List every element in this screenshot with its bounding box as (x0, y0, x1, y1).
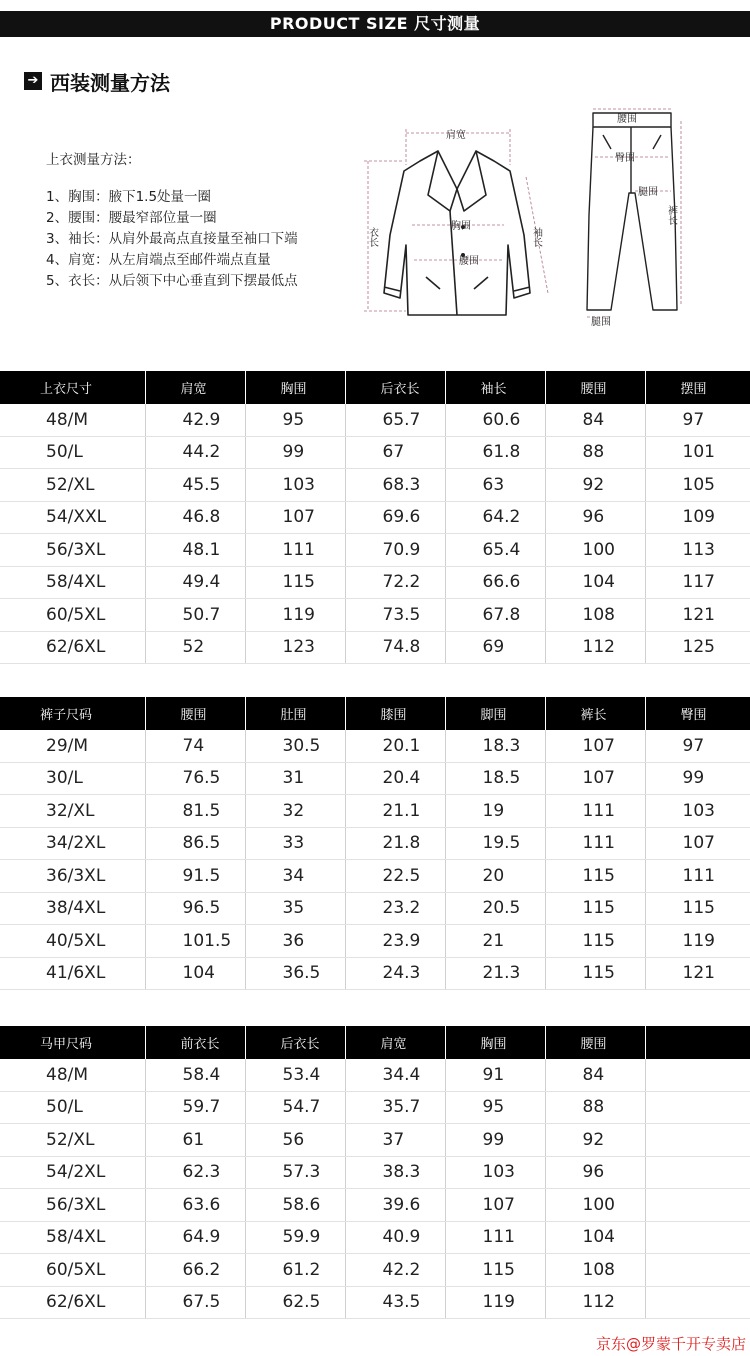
table-row (0, 436, 750, 469)
measurement-cell: 104 (545, 566, 645, 599)
column-header: 脚围 (445, 697, 545, 730)
measurement-cell: 95 (445, 1091, 545, 1124)
measurement-cell: 37 (345, 1124, 445, 1157)
measurement-cell: 74 (145, 730, 245, 762)
measurement-cell: 108 (545, 1254, 645, 1287)
size-cell: 56/3XL (0, 1189, 145, 1222)
measurement-cell: 62.5 (245, 1286, 345, 1319)
measurement-cell: 67.5 (145, 1286, 245, 1319)
measurement-cell: 101 (645, 436, 750, 469)
measurement-cell: 18.5 (445, 762, 545, 795)
measurement-cell: 109 (645, 501, 750, 534)
measurement-cell: 56 (245, 1124, 345, 1157)
measurement-cell: 42.9 (145, 404, 245, 436)
table-row (0, 730, 750, 762)
measurement-cell: 100 (545, 1189, 645, 1222)
column-header: 裤长 (545, 697, 645, 730)
section-title: 西装测量方法 (50, 70, 170, 95)
instruction-step: 3、袖长：从肩外最高点直接量至袖口下端 (46, 231, 298, 247)
measurement-cell: 119 (445, 1286, 545, 1319)
measurement-cell (645, 1124, 750, 1157)
measurement-cell: 86.5 (145, 827, 245, 860)
measurement-cell: 63 (445, 469, 545, 502)
pants-length-label: 裤长 (665, 205, 677, 225)
measurement-cell: 108 (545, 599, 645, 632)
measurement-cell: 107 (445, 1189, 545, 1222)
measurement-cell: 58.4 (145, 1059, 245, 1091)
size-cell: 41/6XL (0, 957, 145, 990)
measurement-cell: 84 (545, 1059, 645, 1091)
measurement-cell: 35.7 (345, 1091, 445, 1124)
measurement-cell: 67 (345, 436, 445, 469)
column-header: 前衣长 (145, 1026, 245, 1059)
store-watermark: 京东@罗蒙千开专卖店 (595, 1335, 746, 1353)
column-header: 后衣长 (345, 371, 445, 404)
measurement-cell (645, 1221, 750, 1254)
measurement-cell: 34.4 (345, 1059, 445, 1091)
measurement-cell: 66.2 (145, 1254, 245, 1287)
measurement-cell: 115 (445, 1254, 545, 1287)
measurement-cell: 117 (645, 566, 750, 599)
measurement-cell: 111 (645, 860, 750, 893)
measurement-cell: 115 (245, 566, 345, 599)
measurement-cell: 19.5 (445, 827, 545, 860)
measurement-cell: 20.5 (445, 892, 545, 925)
table-row (0, 501, 750, 534)
instruction-step: 5、衣长：从后领下中心垂直到下摆最低点 (46, 273, 298, 289)
measurement-cell: 39.6 (345, 1189, 445, 1222)
measurement-cell: 97 (645, 730, 750, 762)
size-cell: 38/4XL (0, 892, 145, 925)
measurement-cell: 99 (245, 436, 345, 469)
measurement-cell: 43.5 (345, 1286, 445, 1319)
table-row (0, 1124, 750, 1157)
size-cell: 30/L (0, 762, 145, 795)
jacket-size-table (0, 371, 750, 664)
measurement-cell: 73.5 (345, 599, 445, 632)
measurement-cell: 61 (145, 1124, 245, 1157)
measurement-cell: 112 (545, 1286, 645, 1319)
table-row (0, 762, 750, 795)
jacket-shoulder-label: 肩宽 (446, 130, 466, 141)
size-cell: 54/XXL (0, 501, 145, 534)
measurement-cell: 115 (545, 892, 645, 925)
size-cell: 36/3XL (0, 860, 145, 893)
measurement-cell: 81.5 (145, 795, 245, 828)
measurement-cell (645, 1286, 750, 1319)
measurement-cell: 32 (245, 795, 345, 828)
measurement-cell: 65.4 (445, 534, 545, 567)
measurement-cell: 46.8 (145, 501, 245, 534)
measurement-cell: 64.9 (145, 1221, 245, 1254)
jacket-diagram (360, 115, 560, 325)
column-header: 腰围 (545, 1026, 645, 1059)
table-row (0, 827, 750, 860)
measurement-cell: 91.5 (145, 860, 245, 893)
table-row (0, 599, 750, 632)
measurement-cell: 115 (645, 892, 750, 925)
size-cell: 32/XL (0, 795, 145, 828)
measurement-cell: 23.9 (345, 925, 445, 958)
table-row (0, 1254, 750, 1287)
column-header: 胸围 (445, 1026, 545, 1059)
column-header: 臀围 (645, 697, 750, 730)
measurement-cell: 21.8 (345, 827, 445, 860)
measurement-cell: 21.3 (445, 957, 545, 990)
size-cell: 48/M (0, 404, 145, 436)
measurement-cell: 64.2 (445, 501, 545, 534)
column-header: 后衣长 (245, 1026, 345, 1059)
table-row (0, 1189, 750, 1222)
measurement-cell: 38.3 (345, 1156, 445, 1189)
size-cell: 54/2XL (0, 1156, 145, 1189)
measurement-cell: 66.6 (445, 566, 545, 599)
instruction-step: 2、腰围：腰最窄部位量一圈 (46, 210, 217, 226)
table-header-row (0, 371, 750, 404)
size-cell: 52/XL (0, 1124, 145, 1157)
measurement-cell: 33 (245, 827, 345, 860)
measurement-cell: 63.6 (145, 1189, 245, 1222)
measurement-cell: 60.6 (445, 404, 545, 436)
measurement-cell: 103 (245, 469, 345, 502)
measurement-cell: 50.7 (145, 599, 245, 632)
column-header: 肚围 (245, 697, 345, 730)
measurement-cell: 45.5 (145, 469, 245, 502)
size-cell: 50/L (0, 436, 145, 469)
measurement-cell (645, 1156, 750, 1189)
table-row (0, 1091, 750, 1124)
measurement-cell: 96.5 (145, 892, 245, 925)
column-header: 腰围 (545, 371, 645, 404)
measurement-cell: 72.2 (345, 566, 445, 599)
size-cell: 50/L (0, 1091, 145, 1124)
measurement-cell: 62.3 (145, 1156, 245, 1189)
measurement-cell: 105 (645, 469, 750, 502)
measurement-cell: 48.1 (145, 534, 245, 567)
table-row (0, 892, 750, 925)
measurement-cell: 107 (645, 827, 750, 860)
measurement-cell: 99 (445, 1124, 545, 1157)
measurement-cell (645, 1059, 750, 1091)
measurement-cell: 91 (445, 1059, 545, 1091)
measurement-cell: 125 (645, 631, 750, 664)
size-cell: 62/6XL (0, 1286, 145, 1319)
measurement-cell: 76.5 (145, 762, 245, 795)
size-cell: 58/4XL (0, 1221, 145, 1254)
jacket-length-label: 衣长 (366, 227, 378, 247)
measurement-cell: 123 (245, 631, 345, 664)
measurement-cell: 69 (445, 631, 545, 664)
measurement-cell: 22.5 (345, 860, 445, 893)
measurement-cell: 112 (545, 631, 645, 664)
table-row (0, 1059, 750, 1091)
column-header: 肩宽 (145, 371, 245, 404)
measurement-cell: 65.7 (345, 404, 445, 436)
measurement-cell: 115 (545, 860, 645, 893)
table-row (0, 534, 750, 567)
measurement-cell: 113 (645, 534, 750, 567)
measurement-cell: 107 (545, 762, 645, 795)
measurement-cell: 95 (245, 404, 345, 436)
arrow-right-icon: ➔ (24, 72, 42, 90)
column-header: 肩宽 (345, 1026, 445, 1059)
section-heading (24, 66, 170, 96)
measurement-cell: 119 (245, 599, 345, 632)
measurement-cell: 49.4 (145, 566, 245, 599)
instruction-step: 4、肩宽：从左肩端点至邮件端点直量 (46, 252, 271, 268)
measurement-cell: 119 (645, 925, 750, 958)
measurement-cell: 40.9 (345, 1221, 445, 1254)
measurement-cell: 68.3 (345, 469, 445, 502)
measurement-cell: 88 (545, 436, 645, 469)
size-cell: 29/M (0, 730, 145, 762)
pants-hip-label: 臀围 (615, 153, 635, 164)
table-row (0, 795, 750, 828)
measurement-instructions (46, 150, 298, 292)
measurement-cell: 44.2 (145, 436, 245, 469)
size-cell: 60/5XL (0, 1254, 145, 1287)
measurement-cell: 36.5 (245, 957, 345, 990)
measurement-cell: 30.5 (245, 730, 345, 762)
measurement-cell: 115 (545, 957, 645, 990)
measurement-cell: 67.8 (445, 599, 545, 632)
measurement-cell: 107 (245, 501, 345, 534)
measurement-cell: 96 (545, 501, 645, 534)
measurement-cell: 92 (545, 1124, 645, 1157)
instruction-step: 1、胸围：腋下1.5处量一圈 (46, 189, 212, 205)
jacket-sleeve-label: 袖长 (530, 227, 542, 247)
table-row (0, 469, 750, 502)
measurement-cell: 19 (445, 795, 545, 828)
measurement-cell: 59.7 (145, 1091, 245, 1124)
measurement-cell: 70.9 (345, 534, 445, 567)
jacket-chest-label: 胸围 (451, 221, 471, 232)
measurement-cell: 36 (245, 925, 345, 958)
measurement-cell: 57.3 (245, 1156, 345, 1189)
instructions-intro: 上衣测量方法： (46, 152, 141, 168)
measurement-cell: 42.2 (345, 1254, 445, 1287)
product-size-banner: PRODUCT SIZE 尺寸测量 (0, 11, 750, 37)
table-row (0, 566, 750, 599)
pants-thigh-label: 腿围 (638, 187, 658, 198)
size-cell: 56/3XL (0, 534, 145, 567)
size-cell: 60/5XL (0, 599, 145, 632)
measurement-cell: 104 (145, 957, 245, 990)
jacket-waist-label: 腰围 (459, 256, 479, 267)
measurement-cell (645, 1254, 750, 1287)
column-header: 袖长 (445, 371, 545, 404)
measurement-cell: 99 (645, 762, 750, 795)
measurement-cell: 21 (445, 925, 545, 958)
measurement-cell: 23.2 (345, 892, 445, 925)
measurement-cell: 61.8 (445, 436, 545, 469)
measurement-cell: 18.3 (445, 730, 545, 762)
size-cell: 48/M (0, 1059, 145, 1091)
measurement-cell (645, 1091, 750, 1124)
column-header: 膝围 (345, 697, 445, 730)
pants-waist-label: 腰围 (617, 114, 637, 125)
column-header: 胸围 (245, 371, 345, 404)
measurement-cell: 31 (245, 762, 345, 795)
table-row (0, 925, 750, 958)
measurement-cell: 103 (445, 1156, 545, 1189)
column-header: 摆围 (645, 371, 750, 404)
size-cell: 62/6XL (0, 631, 145, 664)
size-cell: 34/2XL (0, 827, 145, 860)
measurement-cell: 69.6 (345, 501, 445, 534)
pants-size-table (0, 697, 750, 990)
column-header: 腰围 (145, 697, 245, 730)
measurement-cell: 104 (545, 1221, 645, 1254)
measurement-cell: 20.1 (345, 730, 445, 762)
measurement-cell: 100 (545, 534, 645, 567)
measurement-cell: 115 (545, 925, 645, 958)
measurement-cell: 35 (245, 892, 345, 925)
measurement-cell: 111 (245, 534, 345, 567)
measurement-cell: 121 (645, 957, 750, 990)
measurement-cell (645, 1189, 750, 1222)
measurement-cell: 103 (645, 795, 750, 828)
column-header: 马甲尺码 (0, 1026, 145, 1059)
table-header-row (0, 697, 750, 730)
measurement-cell: 107 (545, 730, 645, 762)
measurement-cell: 74.8 (345, 631, 445, 664)
pants-hem-label: 腿围 (591, 317, 611, 328)
measurement-cell: 121 (645, 599, 750, 632)
table-row (0, 957, 750, 990)
table-row (0, 1286, 750, 1319)
measurement-cell: 111 (445, 1221, 545, 1254)
column-header (645, 1026, 750, 1059)
table-row (0, 631, 750, 664)
table-row (0, 1221, 750, 1254)
measurement-cell: 21.1 (345, 795, 445, 828)
measurement-cell: 52 (145, 631, 245, 664)
measurement-cell: 53.4 (245, 1059, 345, 1091)
measurement-cell: 96 (545, 1156, 645, 1189)
size-cell: 58/4XL (0, 566, 145, 599)
table-row (0, 860, 750, 893)
measurement-cell: 34 (245, 860, 345, 893)
measurement-cell: 61.2 (245, 1254, 345, 1287)
measurement-cell: 24.3 (345, 957, 445, 990)
measurement-cell: 88 (545, 1091, 645, 1124)
measurement-cell: 97 (645, 404, 750, 436)
size-cell: 52/XL (0, 469, 145, 502)
column-header: 裤子尺码 (0, 697, 145, 730)
table-header-row (0, 1026, 750, 1059)
measurement-cell: 59.9 (245, 1221, 345, 1254)
column-header: 上衣尺寸 (0, 371, 145, 404)
measurement-cell: 54.7 (245, 1091, 345, 1124)
vest-size-table (0, 1026, 750, 1319)
size-cell: 40/5XL (0, 925, 145, 958)
pants-diagram (575, 105, 695, 330)
measurement-cell: 111 (545, 795, 645, 828)
measurement-cell: 111 (545, 827, 645, 860)
measurement-cell: 84 (545, 404, 645, 436)
measurement-cell: 20.4 (345, 762, 445, 795)
table-row (0, 404, 750, 436)
table-row (0, 1156, 750, 1189)
measurement-cell: 20 (445, 860, 545, 893)
measurement-cell: 101.5 (145, 925, 245, 958)
measurement-cell: 58.6 (245, 1189, 345, 1222)
measurement-cell: 92 (545, 469, 645, 502)
